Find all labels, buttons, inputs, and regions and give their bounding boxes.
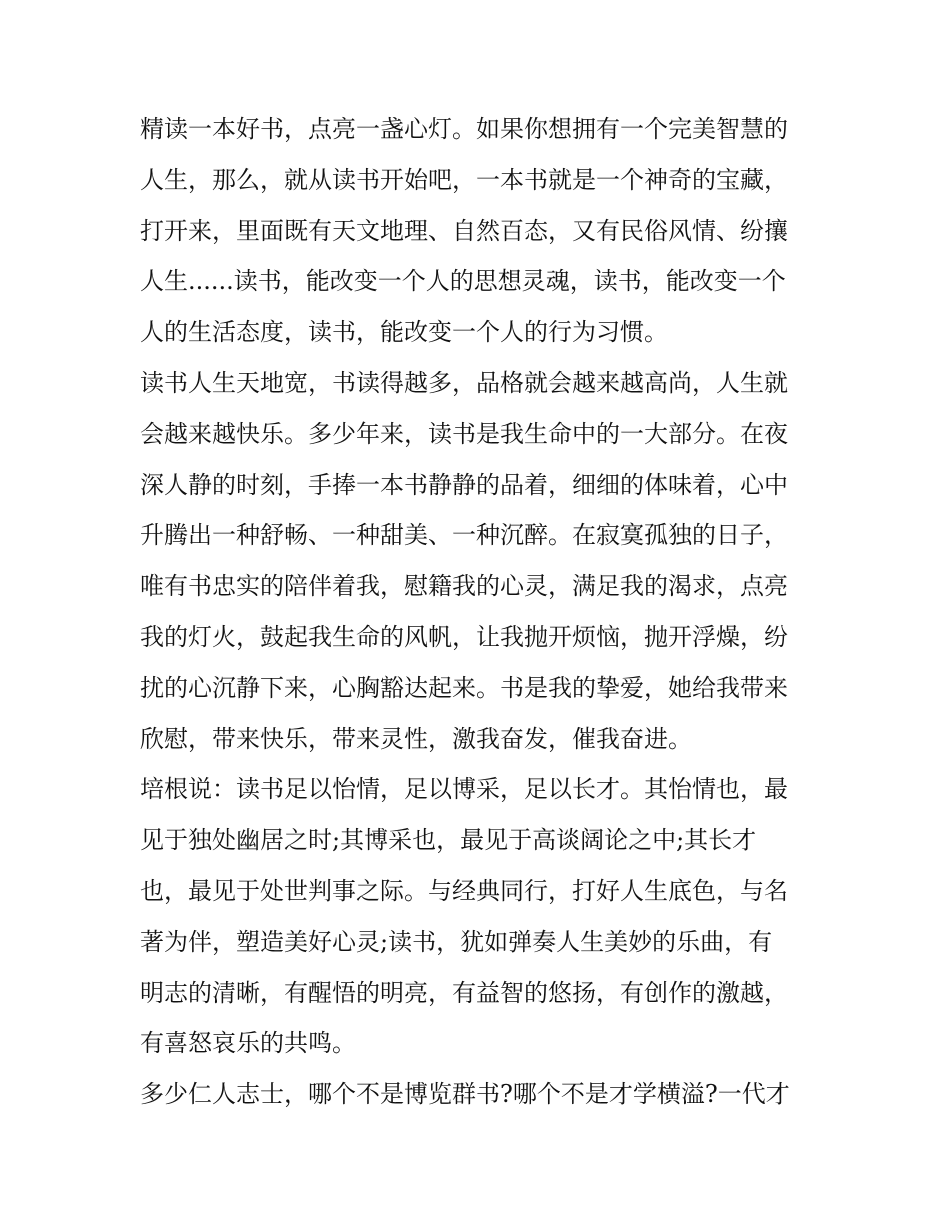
text-line: 会越来越快乐。多少年来，读书是我生命中的一大部分。在夜	[140, 419, 788, 448]
text-line: 人生......读书，能改变一个人的思想灵魂，读书，能改变一个	[140, 267, 786, 296]
text-line: 读书人生天地宽，书读得越多，品格就会越来越高尚，人生就	[140, 368, 788, 397]
text-line: 培根说：读书足以怡情，足以博采，足以长才。其怡情也，最	[140, 775, 788, 804]
text-line: 扰的心沉静下来，心胸豁达起来。书是我的挚爱，她给我带来	[140, 673, 788, 702]
text-line: 人的生活态度，读书，能改变一个人的行为习惯。	[140, 318, 668, 347]
text-line: 多少仁人志士，哪个不是博览群书?哪个不是才学横溢?一代才	[140, 1080, 790, 1109]
text-line: 见于独处幽居之时;其博采也，最见于高谈阔论之中;其长才	[140, 826, 757, 855]
text-line: 欣慰，带来快乐，带来灵性，激我奋发，催我奋进。	[140, 724, 692, 753]
text-line: 我的灯火，鼓起我生命的风帆，让我抛开烦恼，抛开浮燥，纷	[140, 622, 788, 651]
text-line: 精读一本好书，点亮一盏心灯。如果你想拥有一个完美智慧的	[140, 115, 788, 143]
text-line: 深人静的时刻，手捧一本书静静的品着，细细的体味着，心中	[140, 470, 788, 499]
text-line: 升腾出一种舒畅、一种甜美、一种沉醉。在寂寞孤独的日子，	[140, 521, 788, 550]
document-body	[140, 104, 830, 1120]
text-line: 明志的清晰，有醒悟的明亮，有益智的悠扬，有创作的激越，	[140, 978, 788, 1007]
text-line: 人生，那么，就从读书开始吧，一本书就是一个神奇的宝藏，	[140, 165, 788, 194]
text-line: 打开来，里面既有天文地理、自然百态，又有民俗风情、纷攘	[140, 216, 788, 245]
text-line: 唯有书忠实的陪伴着我，慰籍我的心灵，满足我的渴求，点亮	[140, 572, 788, 601]
text-line: 著为伴，塑造美好心灵;读书，犹如弹奏人生美妙的乐曲，有	[140, 927, 773, 956]
text-line: 有喜怒哀乐的共鸣。	[140, 1029, 356, 1058]
text-line: 也，最见于处世判事之际。与经典同行，打好人生底色，与名	[140, 876, 788, 905]
